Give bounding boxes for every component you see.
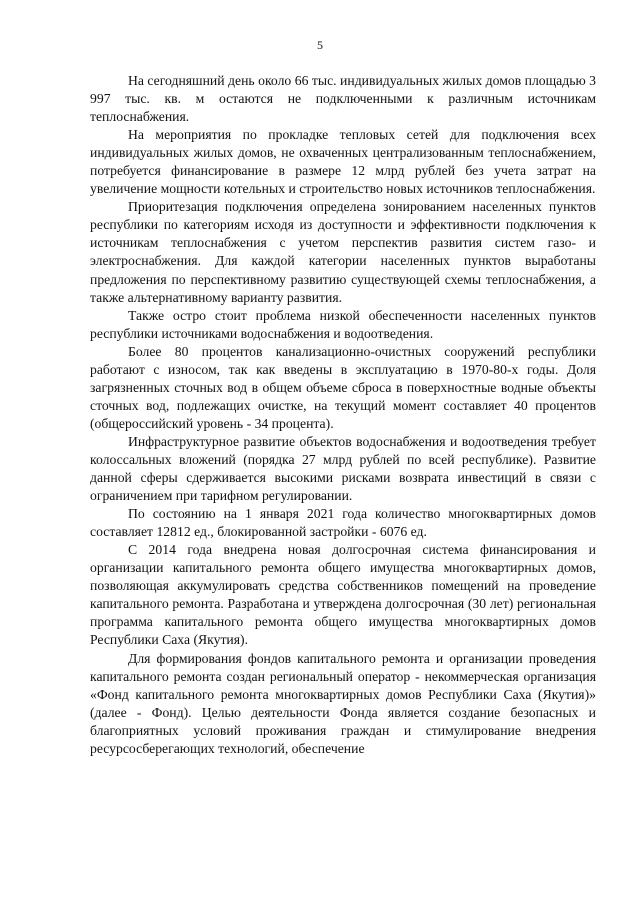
paragraph-apartment-buildings-count: По состоянию на 1 января 2021 года количество многоквартирных домов составляет 12812 ед., блокированной застройки - 6076 ед. <box>90 506 596 540</box>
paragraph-repair-fund-operator: Для формирования фондов капитального ремонта и организации проведения капитального ремонта создан региональный оператор - некоммерческая организация «Фонд капитального ремонта многоквартирных домов Республики Саха (Якутия)» (далее - Фонд). Целью деятельности Фонда является создание безопасных и благоприятных условий проживания граждан и стимулирование внедрения ресурсосберегающих технологий, обеспечение <box>90 650 596 756</box>
paragraph-water-infrastructure-investment: Инфраструктурное развитие объектов водоснабжения и водоотведения требует колоссальных вложений (порядка 27 млрд рублей по всей республике). Развитие данной сферы сдерживается высокими рисками возврата инвестиций в связи с ограничением при тарифном регулировании. <box>90 433 596 504</box>
paragraph-heating-networks-financing: На мероприятия по прокладке тепловых сетей для подключения всех индивидуальных жилых домов, не охваченных централизованным теплоснабжением, потребуется финансирование в размере 12 млрд рублей без учета затрат на увеличение мощности котельных и строительство новых источников теплоснабжения. <box>90 127 596 197</box>
paragraph-unconnected-houses: На сегодняшний день около 66 тыс. индивидуальных жилых домов площадью 3 997 тыс. кв. м остаются не подключенными к различным источникам теплоснабжения. <box>90 73 596 125</box>
paragraph-connection-prioritization: Приоритезация подключения определена зонированием населенных пунктов республики по категориям исходя из доступности и эффективности подключения к источникам теплоснабжения с учетом перспектив развития систем газо- и электроснабжения. Для каждой категории населенных пунктов выработаны предложения по перспективному развитию существующей схемы теплоснабжения, а также альтернативному варианту развития. <box>90 199 596 305</box>
document-body <box>90 72 596 758</box>
page-number: 5 <box>317 38 323 52</box>
paragraph-water-supply-problem: Также остро стоит проблема низкой обеспеченности населенных пунктов республики источниками водоснабжения и водоотведения. <box>90 307 596 341</box>
paragraph-sewage-treatment-wear: Более 80 процентов канализационно-очистных сооружений республики работают с износом, так как введены в эксплуатацию в 1970-80-х годы. Доля загрязненных сточных вод в общем объеме сброса в поверхностные водные объекты сточных вод, подлежащих очистке, на текущий момент составляет 40 процентов (общероссийский уровень - 34 процента). <box>90 343 596 431</box>
paragraph-capital-repair-system: С 2014 года внедрена новая долгосрочная система финансирования и организации капитального ремонта общего имущества многоквартирных домов, позволяющая аккумулировать средства собственников помещений на проведение капитального ремонта. Разработана и утверждена долгосрочная (30 лет) региональная программа капитального ремонта общего имущества многоквартирных домов Республики Саха (Якутия). <box>90 542 596 648</box>
